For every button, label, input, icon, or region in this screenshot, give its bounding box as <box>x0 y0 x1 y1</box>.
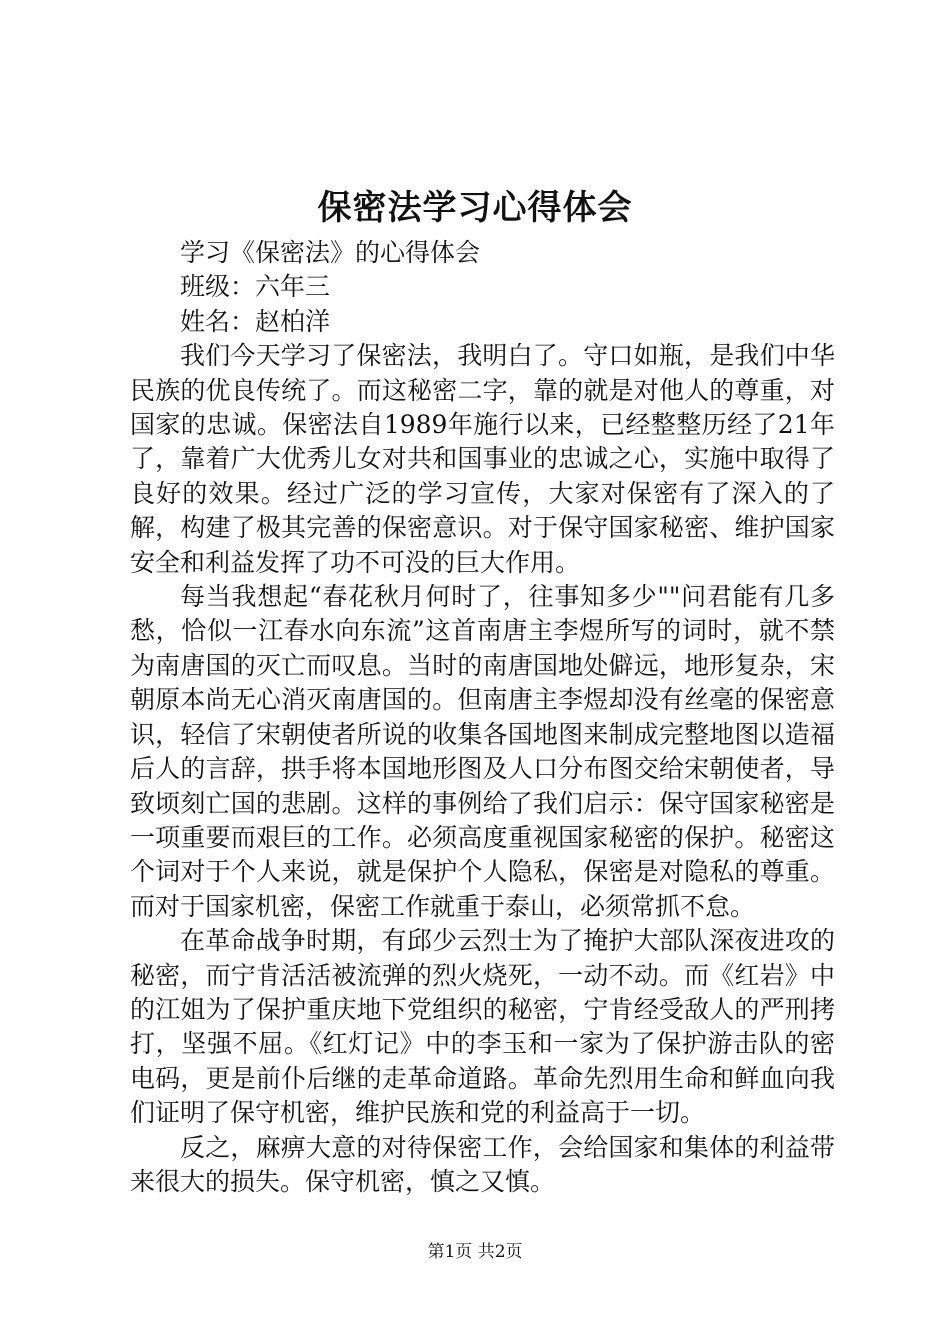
document-title: 保密法学习心得体会 <box>317 188 633 228</box>
name-paragraph: 姓名：赵柏洋 <box>180 306 331 336</box>
subtitle-paragraph: 学习《保密法》的心得体会 <box>180 238 481 267</box>
body-paragraph: 我们今天学习了保密法，我明白了。守口如瓶，是我们中华民族的优良传统了。而这秘密二字，靠的就是对他人的尊重，对国家的忠诚。保密法自1989年施行以来，已经整整历经了21年了，靠着广大优秀儿女对共和国事业的忠诚之心，实施中取得了良好的效果。经过广泛的学习宣传，大家对保密有了深入的了解，构建了极其完善的保密意识。对于保守国家秘密、维护国家安全和利益发挥了功不可没的巨大作用。 <box>130 341 835 577</box>
class-paragraph: 班级：六年三 <box>180 272 331 302</box>
page-number-footer: 第1页 共2页 <box>427 1242 523 1262</box>
body-paragraph: 每当我想起“春花秋月何时了，往事知多少""问君能有几多愁，恰似一江春水向东流”这首南唐主李煜所写的词时，就不禁为南唐国的灭亡而叹息。当时的南唐国地处僻远，地形复杂，宋朝原本尚无心消灭南唐国的。但南唐主李煜却没有丝毫的保密意识，轻信了宋朝使者所说的收集各国地图来制成完整地图以造福后人的言辞，拱手将本国地形图及人口分布图交给宋朝使者，导致顷刻亡国的悲剧。这样的事例给了我们启示：保守国家秘密是一项重要而艰巨的工作。必须高度重视国家秘密的保护。秘密这个词对于个人来说，就是保护个人隐私，保密是对隐私的尊重。而对于国家机密，保密工作就重于泰山，必须常抓不怠。 <box>130 582 835 921</box>
body-paragraph: 反之，麻痹大意的对待保密工作，会给国家和集体的利益带来很大的损失。保守机密，慎之又慎。 <box>130 1132 835 1196</box>
body-paragraph: 在革命战争时期，有邱少云烈士为了掩护大部队深夜进攻的秘密，而宁肯活活被流弹的烈火烧死，一动不动。而《红岩》中的江姐为了保护重庆地下党组织的秘密，宁肯经受敌人的严刑拷打，坚强不屈。《红灯记》中的李玉和一家为了保护游击队的密电码，更是前仆后继的走革命道路。革命先烈用生命和鲜血向我们证明了保守机密，维护民族和党的利益高于一切。 <box>130 926 835 1128</box>
document-body <box>130 236 835 1199</box>
